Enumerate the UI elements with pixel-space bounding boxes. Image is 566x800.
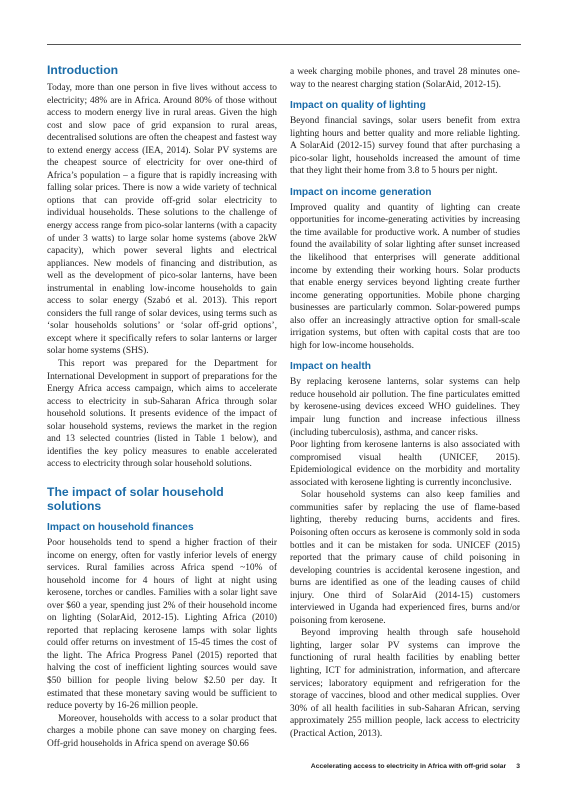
health-paragraph-3: Solar household systems can also keep families and communities safer by replacing the use of flame-based lighting, thereby reducing burns, accidents and fires. Poisoning often occurs as kerosene is commonly sold in soda bottles and it can be mistaken for soda. UNICEF (2015) reported that the primary cause of child poisoning in developing countries is accidental kerosene ingestion, and burns are identified as one of the leading causes of child injury. One third of SolarAid (2014-15) customers interviewed in Uganda had experienced fires, burns and/or poisoning from kerosene. (290, 490, 520, 626)
health-paragraph-4: Beyond improving health through safe household lighting, larger solar PV systems can improve the functioning of rural health facilities by enabling better lighting, ICT for administration, information, and aftercare services; laboratory equipment and refrigeration for the storage of vaccines, blood and other medical supplies. Over 30% of all health facilities in sub-Saharan African, serving approximately 255 million people, lack access to electricity (Practical Action, 2013). (290, 628, 520, 739)
intro-paragraph-1: Today, more than one person in five lives without access to electricity; 48% are in Africa. Around 80% of those without access to modern energy live in rural areas. Given the high cost and slow pace of grid expansion to rural areas, decentralised solutions are often the cheapest and fastest way to extend energy access (IEA, 2014). Solar PV systems are the cheapest source of electricity for over one-third of Africa’s population – a figure that is rapidly increasing with falling solar prices. There is now a wide variety of technical options that can provide off-grid solar electricity to individual households. These solutions to the challenge of energy access range from pico-solar lanterns (with a capacity of under 3 watts) to large solar home systems (above 2kW capacity), which power several lights and electrical appliances. New models of financing and distribution, as well as the development of pico-solar lanterns, have been instrumental in enabling low-income households to gain access to solar energy (Szabó et al. 2013). This report considers the full range of solar devices, using terms such as ‘solar households solutions’ or ‘solar off-grid options’, except where it specifically refers to solar lanterns or larger solar home systems (SHS). (47, 83, 277, 357)
finances-heading: Impact on household finances (47, 521, 194, 533)
lighting-heading: Impact on quality of lighting (290, 100, 426, 112)
continued-paragraph: a week charging mobile phones, and travel 28 minutes one-way to the nearest charging station (SolarAid, 2012-15). (290, 67, 520, 90)
lighting-paragraph: Beyond financial savings, solar users benefit from extra lighting hours and better quality and more reliable lighting. A SolarAid (2012-15) survey found that after purchasing a pico-solar light, households increased the amount of time that they light their home from 3.8 to 5 hours per night. (290, 116, 520, 177)
left-column (47, 61, 277, 750)
health-paragraph-2: Poor lighting from kerosene lanterns is also associated with compromised visual health (UNICEF, 2015). Epidemiological evidence on the morbidity and mortality associated with kerosene lighting is currently inconclusive. (290, 440, 520, 488)
finances-paragraph-1: Poor households tend to spend a higher fraction of their income on energy, often for vastly inferior levels of energy services. Rural families across Africa spend ~10% of household income for 4 hours of light at night using kerosene, torches or candles. Families with a solar light save over $60 a year, spending just 2% of their household income on lighting (SolarAid, 2012-15). Lighting Africa (2010) reported that replacing kerosene lamps with solar lights could offer returns on investment of 15-45 times the cost of the light. The Africa Progress Panel (2015) reported that halving the cost of inefficient lighting sources would save $50 billion for people living below $2.50 per day. It estimated that these monetary saving would be sufficient to reduce poverty by 16-26 million people. (47, 537, 277, 712)
income-paragraph: Improved quality and quantity of lighting can create opportunities for income-generating activities by increasing the time available for productive work. A number of studies found the availability of solar lighting after sunset increased the likelihood that enterprises will generate additional income by extending their working hours. Solar products that enable energy services beyond lighting create further income generating opportunities. Mobile phone charging businesses are particularly common. Solar-powered pumps also offer an increasingly attractive option for small-scale irrigation systems, but often with capital costs that are too high for low-income households. (290, 202, 520, 351)
impact-heading: The impact of solar household solutions (47, 484, 224, 513)
health-heading: Impact on health (290, 361, 371, 373)
finances-paragraph-2: Moreover, households with access to a solar product that charges a mobile phone can save money on charging fees. Off-grid households in Africa spend on average $0.66 (47, 713, 277, 749)
income-heading: Impact on income generation (290, 186, 432, 198)
footer-title: Accelerating access to electricity in Africa with off-grid solar (310, 763, 507, 770)
introduction-heading: Introduction (47, 63, 119, 77)
health-paragraph-1: By replacing kerosene lanterns, solar systems can help reduce household air pollution. The fine particulates emitted by kerosene-using devices exceed WHO guidelines. They impair lung function and increase infectious illness (including tuberculosis), asthma, and cancer risks. (290, 377, 520, 438)
intro-paragraph-2: This report was prepared for the Department for International Development in support of preparations for the Energy Africa access campaign, which aims to accelerate access to electricity in sub-Saharan Africa through solar household solutions. It presents evidence of the impact of solar household systems, reviews the market in the region and 13 selected countries (listed in Table 1 below), and identifies the key policy measures to enable accelerated access to electricity through solar household solutions. (47, 359, 277, 470)
header-rule (47, 44, 521, 45)
right-column (290, 66, 520, 740)
page-number: 3 (516, 763, 520, 770)
page-footer (311, 763, 520, 770)
